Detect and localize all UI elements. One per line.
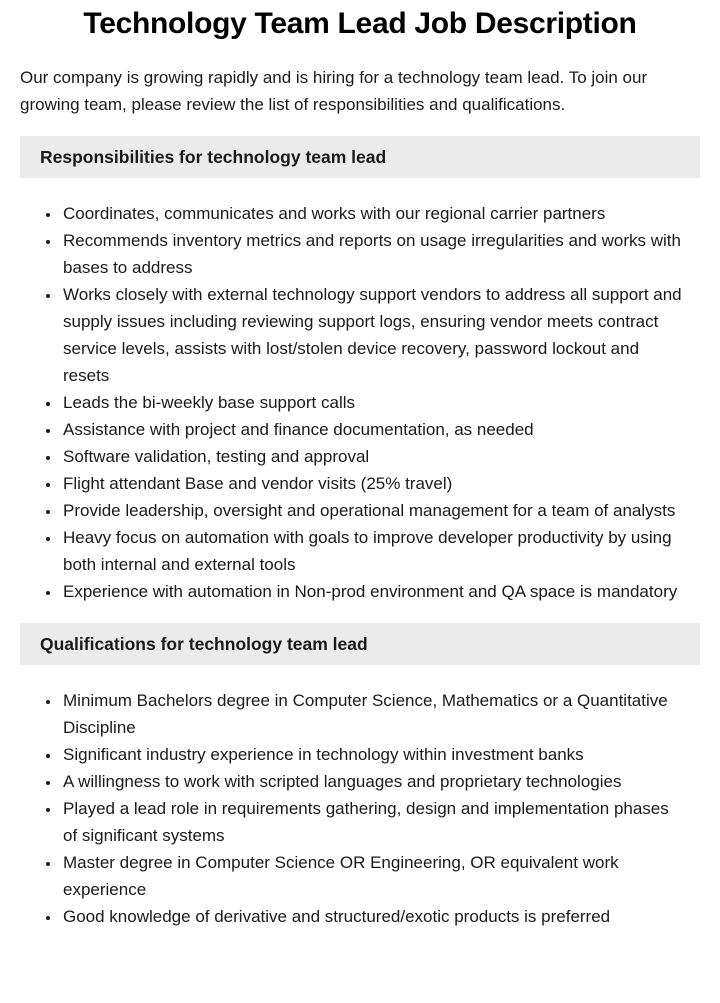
responsibilities-heading: Responsibilities for technology team lead: [20, 136, 700, 178]
list-item: • Recommends inventory metrics and reports on usage irregularities and works with bases to address: [61, 227, 684, 281]
list-item: • Experience with automation in Non-prod environment and QA space is mandatory: [61, 578, 684, 605]
responsibilities-list: [20, 200, 700, 605]
list-item: • Played a lead role in requirements gathering, design and implementation phases of significant systems: [61, 795, 684, 849]
list-item: • Good knowledge of derivative and structured/exotic products is preferred: [61, 903, 684, 930]
qualifications-list: [20, 687, 700, 930]
list-item: • Coordinates, communicates and works with our regional carrier partners: [61, 200, 684, 227]
list-item: • Heavy focus on automation with goals to improve developer productivity by using both internal and external tools: [61, 524, 684, 578]
qualifications-heading: Qualifications for technology team lead: [20, 623, 700, 665]
list-item: • A willingness to work with scripted languages and proprietary technologies: [61, 768, 684, 795]
section-responsibilities: [20, 136, 700, 605]
list-item: • Assistance with project and finance documentation, as needed: [61, 416, 684, 443]
section-qualifications: [20, 623, 700, 930]
intro-text: Our company is growing rapidly and is hiring for a technology team lead. To join our growing team, please review the list of responsibilities and qualifications.: [20, 68, 648, 114]
page-title: Technology Team Lead Job Description: [83, 7, 637, 40]
list-item: • Master degree in Computer Science OR Engineering, OR equivalent work experience: [61, 849, 684, 903]
list-item: • Minimum Bachelors degree in Computer Science, Mathematics or a Quantitative Discipline: [61, 687, 684, 741]
list-item: • Flight attendant Base and vendor visits (25% travel): [61, 470, 684, 497]
list-item: • Significant industry experience in technology within investment banks: [61, 741, 684, 768]
list-item: • Software validation, testing and approval: [61, 443, 684, 470]
list-item: • Provide leadership, oversight and operational management for a team of analysts: [61, 497, 684, 524]
list-item: • Works closely with external technology support vendors to address all support and supply issues including reviewing support logs, ensuring vendor meets contract service levels, assists with lost/stolen device recovery, password lockout and resets: [61, 281, 684, 389]
list-item: • Leads the bi-weekly base support calls: [61, 389, 684, 416]
